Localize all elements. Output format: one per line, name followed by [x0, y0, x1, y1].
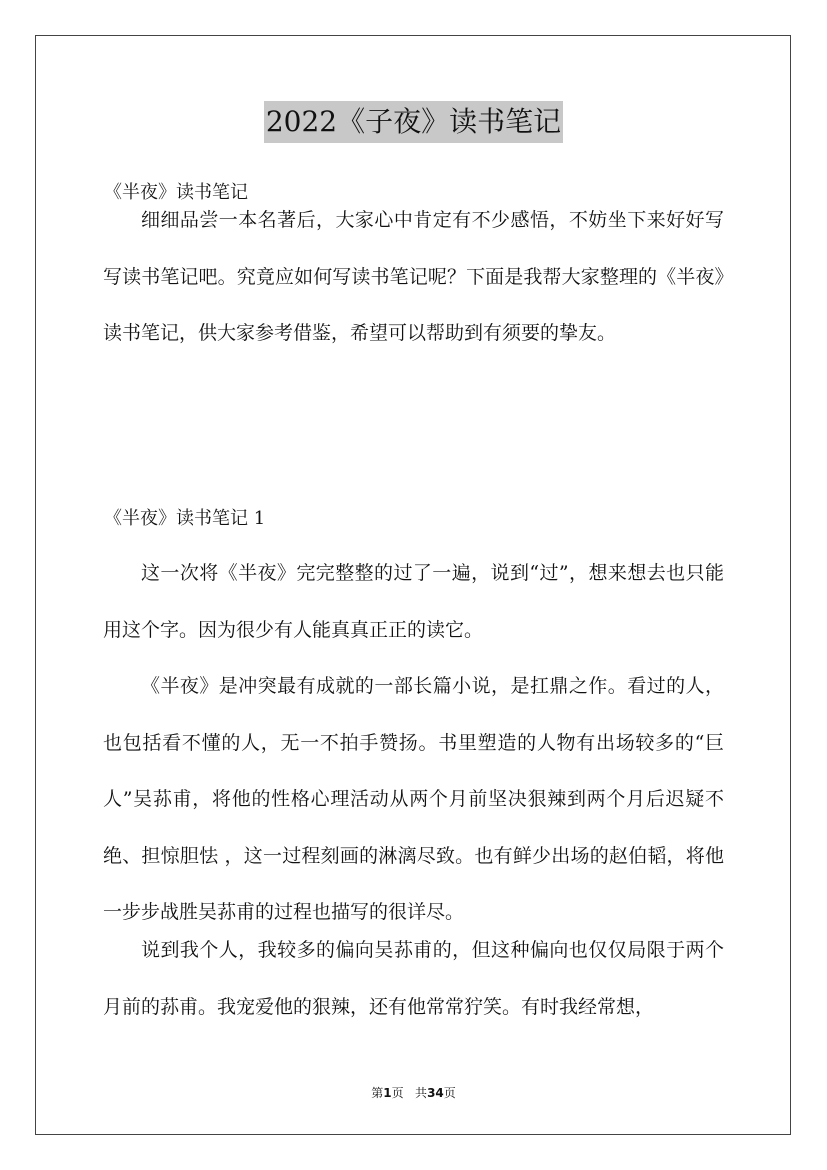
page-suffix: 页	[391, 1086, 404, 1100]
total-pages: 34	[427, 1086, 444, 1100]
section-heading: 《半夜》读书笔记 1	[104, 508, 266, 529]
page-number: 1	[383, 1086, 392, 1100]
total-prefix: 共	[415, 1086, 428, 1100]
body-paragraph-1: 这一次将《半夜》完完整整的过了一遍，说到“过”，想来想去也只能用这个字。因为很少有人能真真正正的读它。	[103, 562, 724, 641]
page-prefix: 第	[371, 1086, 384, 1100]
intro-heading: 《半夜》读书笔记	[104, 182, 248, 203]
page-footer	[0, 1084, 827, 1101]
intro-paragraph: 细细品尝一本名著后，大家心中肯定有不少感悟，不妨坐下来好好写写读书笔记吧。究竟应如何写读书笔记呢？下面是我帮大家整理的《半夜》读书笔记，供大家参考借鉴，希望可以帮助到有须要的挚友。	[103, 209, 724, 344]
body-paragraph-3: 说到我个人，我较多的偏向吴荪甫的，但这种偏向也仅仅局限于两个月前的荪甫。我宠爱他的狠辣，还有他常常狞笑。有时我经常想，	[103, 939, 724, 1018]
document-title: 2022《子夜》读书笔记	[264, 101, 563, 143]
title-wrap	[0, 101, 827, 143]
total-suffix: 页	[443, 1086, 456, 1100]
body-paragraph-2: 《半夜》是冲突最有成就的一部长篇小说，是扛鼎之作。看过的人，也包括看不懂的人，无一不拍手赞扬。书里塑造的人物有出场较多的“巨人”吴荪甫，将他的性格心理活动从两个月前坚决狠辣到两个月后迟疑不绝、担惊胆怯 ，这一过程刻画的淋漓尽致。也有鲜少出场的赵伯韬，将他一步步战胜吴荪甫的过程也描写的很详尽。	[103, 675, 724, 923]
